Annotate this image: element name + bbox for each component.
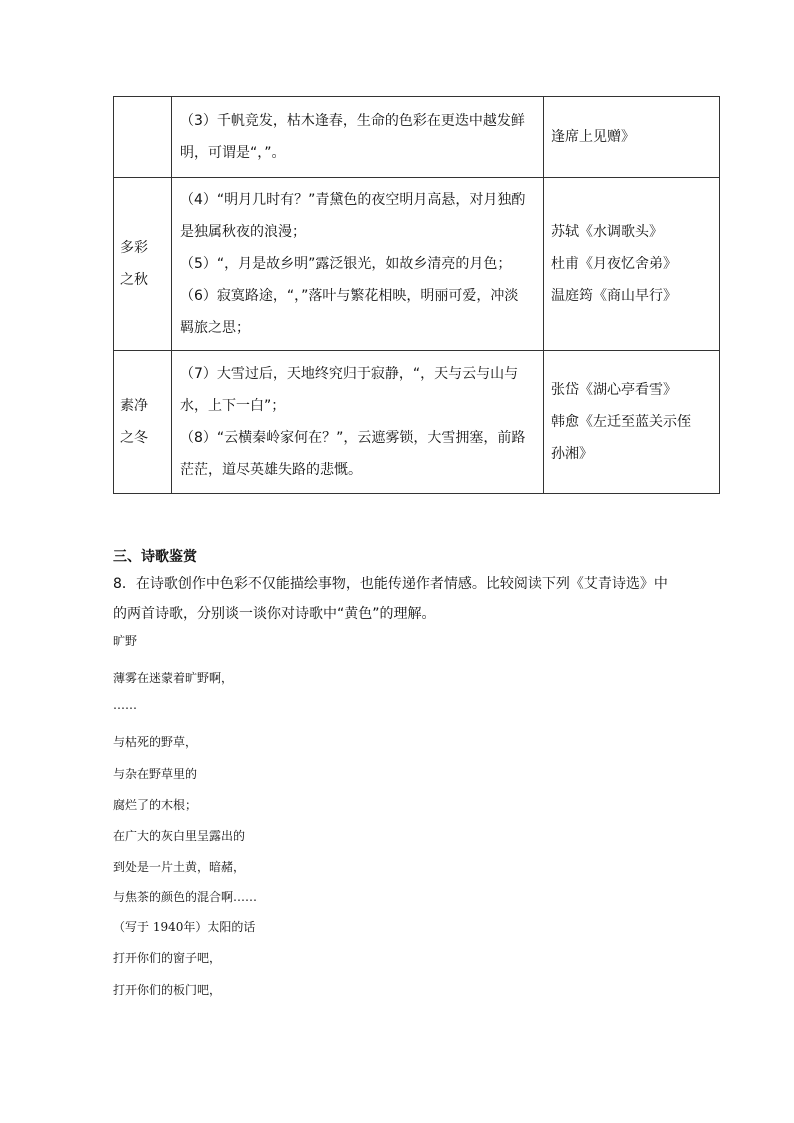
- author-line: 杜甫《月夜忆舍弟》: [551, 256, 677, 272]
- poem-line: 打开你们的窗子吧，: [113, 951, 222, 965]
- question-line: （7）大雪过后，天地终究归于寂静，“，天与云与山与: [180, 366, 519, 382]
- poem-line: 与枯死的野草，: [113, 735, 198, 749]
- author-line: 孙湘》: [551, 446, 593, 462]
- question-line: （8）“云横秦岭家何在？”，云遮雾锁，大雪拥塞，前路: [180, 430, 526, 446]
- author-cell: [544, 178, 720, 351]
- season-cell: [114, 178, 172, 351]
- author-line: 韩愈《左迁至蓝关示侄: [551, 414, 691, 430]
- poem-line: 打开你们的板门吧，: [113, 983, 222, 997]
- author-cell: [544, 97, 720, 178]
- season-label: 多彩 之秋: [120, 240, 148, 288]
- question-line: 茫茫，道尽英雄失路的悲慨。: [180, 462, 362, 478]
- poem-line: 薄雾在迷蒙着旷野啊，: [113, 671, 234, 685]
- question-cell: [172, 351, 544, 494]
- author-line: 逢席上见赠》: [551, 129, 635, 145]
- poetry-fill-table: [113, 96, 720, 494]
- question-cell: [172, 97, 544, 178]
- question-line: 是独属秋夜的浪漫；: [180, 224, 306, 240]
- question-line: 羁旅之思；: [180, 320, 250, 336]
- poem-line: （写于 1940年）太阳的话: [113, 920, 256, 934]
- author-line: 温庭筠《商山早行》: [551, 288, 677, 304]
- poem-line: ……: [113, 698, 137, 712]
- season-cell: [114, 97, 172, 178]
- author-line: 苏轼《水调歌头》: [551, 224, 663, 240]
- question-paragraph: [113, 569, 683, 629]
- season-cell: [114, 351, 172, 494]
- author-line: 张岱《湖心亭看雪》: [551, 382, 677, 398]
- poem-line: 与焦茶的颜色的混合啊……: [113, 890, 258, 904]
- question-line: （6）寂寞路途，“，”落叶与繁花相映，明丽可爱，冲淡: [180, 288, 519, 304]
- poem-line: 在广大的灰白里呈露出的: [113, 829, 246, 843]
- table-row: [114, 351, 720, 494]
- question-line: （4）“明月几时有？”青黛色的夜空明月高悬，对月独酌: [180, 192, 526, 208]
- poem-line: 到处是一片土黄，暗赭，: [113, 860, 246, 874]
- question-text-line: 8．在诗歌创作中色彩不仅能描绘事物，也能传递作者情感。比较阅读下列《艾青诗选》中: [113, 576, 668, 592]
- question-line: （5）“，月是故乡明”露泛银光，如故乡清亮的月色；: [180, 256, 512, 272]
- section-heading: 三、诗歌鉴赏: [113, 549, 197, 565]
- table-row: [114, 97, 720, 178]
- poem-line: 腐烂了的木根；: [113, 798, 198, 812]
- author-cell: [544, 351, 720, 494]
- question-cell: [172, 178, 544, 351]
- table-row: [114, 178, 720, 351]
- season-label: 素净 之冬: [120, 398, 148, 446]
- question-text-line: 的两首诗歌，分别谈一谈你对诗歌中“黄色”的理解。: [113, 606, 436, 622]
- poem-title: 旷野: [113, 634, 138, 648]
- poem-line: 与杂在野草里的: [113, 767, 198, 781]
- question-line: 水，上下一白”；: [180, 398, 286, 414]
- question-line: 明，可谓是“，”。: [180, 145, 286, 161]
- question-line: （3）千帆竞发，枯木逢春，生命的色彩在更迭中越发鲜: [180, 113, 525, 129]
